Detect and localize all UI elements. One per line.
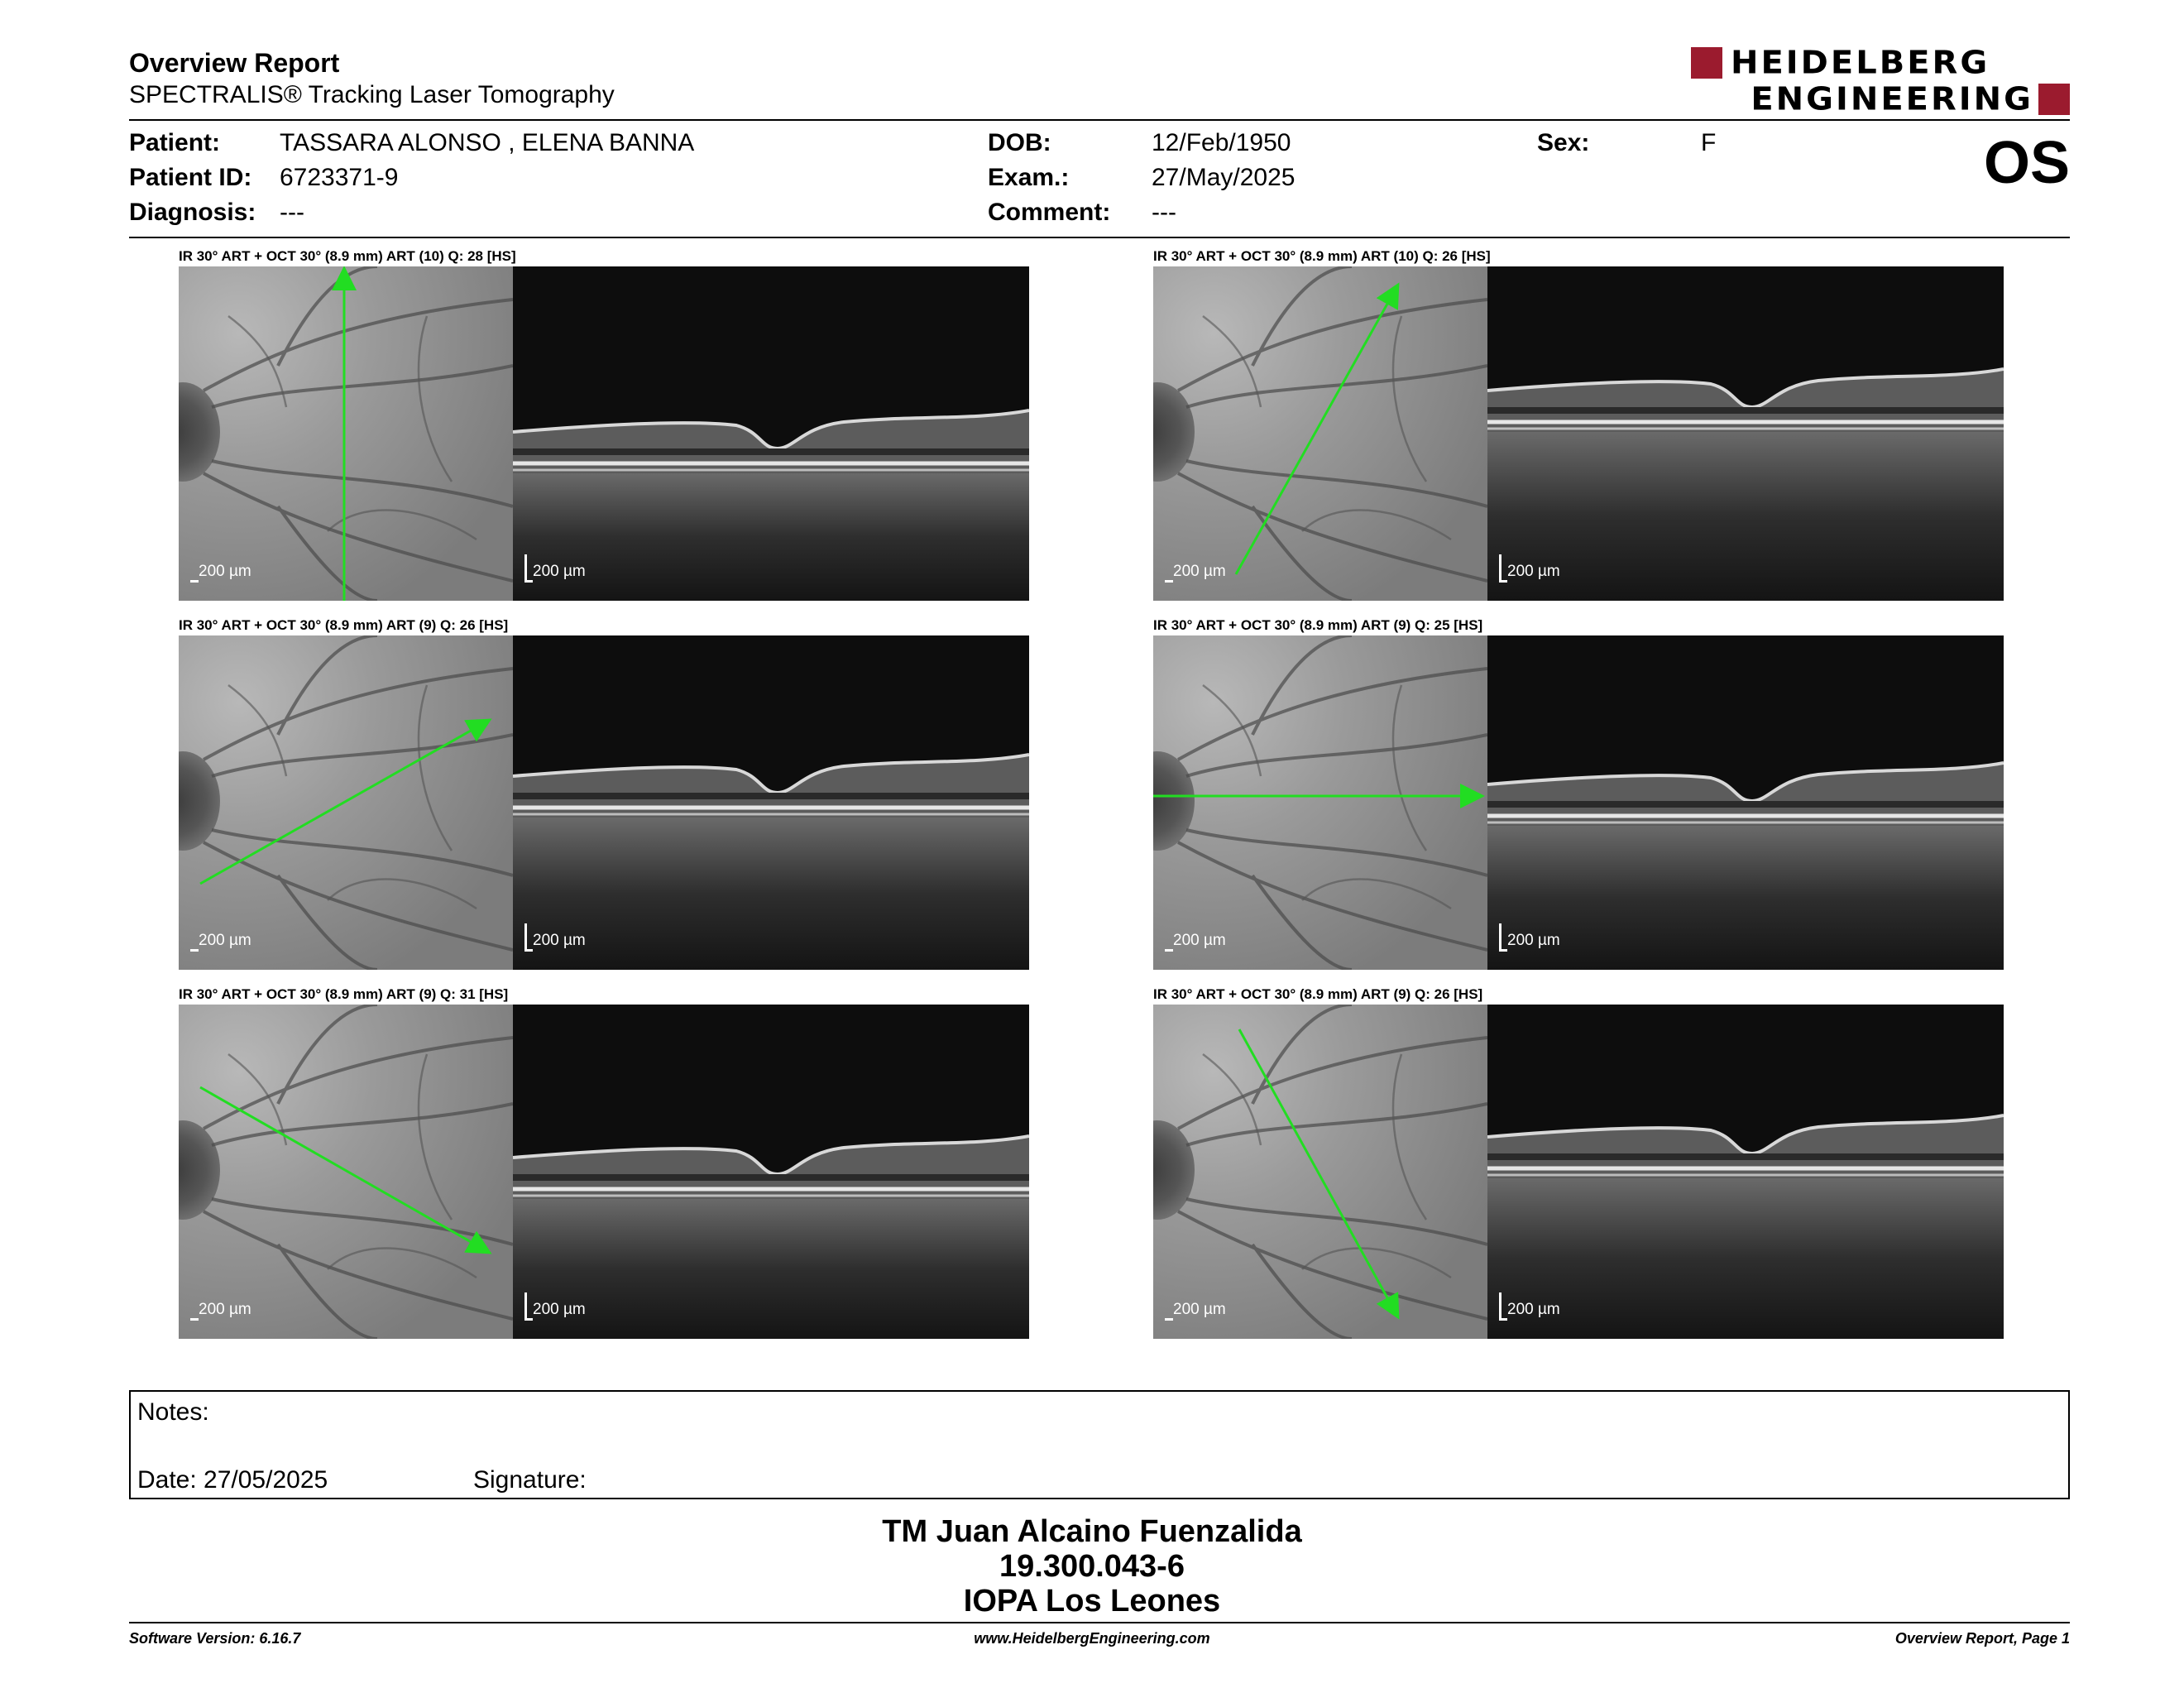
ir-scale-bar <box>1165 922 1264 955</box>
exam-label: Exam.: <box>988 164 1070 191</box>
ir-scale-bar <box>1165 553 1264 586</box>
patient-id-label: Patient ID: <box>129 164 252 191</box>
scan-line-arrow <box>1153 266 1487 601</box>
scale-bar-mark <box>190 580 199 583</box>
scan-title: IR 30° ART + OCT 30° (8.9 mm) ART (9) Q: 26 [HS] <box>179 617 509 633</box>
oct-scale-bar <box>524 553 624 586</box>
retina-layers <box>1487 1005 2004 1339</box>
oct-bscan-image <box>513 635 1029 970</box>
retina-layers <box>513 635 1029 970</box>
ir-scale-label: 200 µm <box>1173 932 1226 949</box>
sex-label: Sex: <box>1537 129 1590 156</box>
ir-scale-label: 200 µm <box>199 563 251 580</box>
report-subtitle: SPECTRALIS® Tracking Laser Tomography <box>129 81 615 108</box>
oct-scale-bar <box>1499 922 1598 955</box>
scale-bar-foot <box>524 949 533 952</box>
dob-label: DOB: <box>988 129 1051 156</box>
oct-scale-label: 200 µm <box>533 563 586 580</box>
ir-fundus-image <box>179 266 513 601</box>
ir-scale-bar <box>190 553 290 586</box>
oct-scale-label: 200 µm <box>1507 563 1560 580</box>
scan-line-arrow <box>179 1005 513 1339</box>
retina-layers <box>1487 635 2004 970</box>
scan-image-frame <box>179 266 1029 601</box>
patient-name: TASSARA ALONSO , ELENA BANNA <box>280 129 695 156</box>
oct-scale-label: 200 µm <box>533 1301 586 1318</box>
sex-value: F <box>1701 129 1717 156</box>
scan-title: IR 30° ART + OCT 30° (8.9 mm) ART (10) Q: 26 [HS] <box>1153 248 1491 264</box>
logo-line2: ENGINEERING <box>1751 81 2033 117</box>
scan-title: IR 30° ART + OCT 30° (8.9 mm) ART (9) Q: 26 [HS] <box>1153 986 1483 1002</box>
comment-label: Comment: <box>988 199 1111 226</box>
notes-box <box>129 1390 2070 1499</box>
scale-bar-foot <box>1499 1318 1507 1321</box>
oct-scale-label: 200 µm <box>533 932 586 949</box>
diagnosis-label: Diagnosis: <box>129 199 256 226</box>
scan-title: IR 30° ART + OCT 30° (8.9 mm) ART (10) Q: 28 [HS] <box>179 248 516 264</box>
ir-fundus-image <box>1153 266 1487 601</box>
software-version: Software Version: 6.16.7 <box>129 1630 301 1647</box>
scale-bar-mark <box>1165 1318 1173 1321</box>
ir-fundus-image <box>179 635 513 970</box>
scale-bar-mark <box>1499 1292 1502 1321</box>
scan-line-arrow <box>1153 635 1487 970</box>
website-link[interactable]: www.HeidelbergEngineering.com <box>974 1630 1210 1647</box>
patient-id: 6723371-9 <box>280 164 399 191</box>
scan-line-arrow <box>179 266 513 601</box>
scan-image-frame <box>1153 266 2004 601</box>
footer-divider <box>129 1622 2070 1623</box>
scale-bar-mark <box>1499 554 1502 583</box>
diagnosis-value: --- <box>280 199 304 226</box>
ir-fundus-image <box>1153 1005 1487 1339</box>
scan-image-frame <box>179 1005 1029 1339</box>
scan-line-arrow <box>1153 1005 1487 1339</box>
scale-bar-foot <box>524 1318 533 1321</box>
scale-bar-mark <box>190 949 199 952</box>
signoff-name: TM Juan Alcaino Fuenzalida <box>882 1514 1302 1549</box>
notes-label: Notes: <box>137 1398 209 1426</box>
scan-title: IR 30° ART + OCT 30° (8.9 mm) ART (9) Q: 25 [HS] <box>1153 617 1483 633</box>
signoff-place: IOPA Los Leones <box>963 1584 1221 1618</box>
scale-bar-mark <box>524 923 527 952</box>
patient-divider <box>129 237 2070 238</box>
retina-layers <box>1487 266 2004 601</box>
oct-bscan-image <box>513 266 1029 601</box>
ir-scale-label: 200 µm <box>1173 1301 1226 1318</box>
ir-scale-label: 200 µm <box>199 1301 251 1318</box>
eye-laterality: OS <box>1983 130 2070 196</box>
logo-line1: HEIDELBERG <box>1731 45 1990 81</box>
oct-bscan-image <box>513 1005 1029 1339</box>
scale-bar-mark <box>1165 580 1173 583</box>
logo-square-icon <box>1691 47 1722 79</box>
scan-image-frame <box>1153 635 2004 970</box>
heidelberg-logo <box>1691 46 2070 116</box>
scale-bar-mark <box>1165 949 1173 952</box>
oct-scale-bar <box>1499 553 1598 586</box>
scale-bar-foot <box>1499 949 1507 952</box>
scan-line-arrow <box>179 635 513 970</box>
exam-value: 27/May/2025 <box>1152 164 1296 191</box>
oct-scale-bar <box>1499 1291 1598 1324</box>
oct-scale-label: 200 µm <box>1507 1301 1560 1318</box>
oct-bscan-image <box>1487 635 2004 970</box>
signoff-id: 19.300.043-6 <box>999 1549 1185 1584</box>
scan-image-frame <box>179 635 1029 970</box>
dob-value: 12/Feb/1950 <box>1152 129 1291 156</box>
notes-signature: Signature: <box>473 1466 587 1494</box>
scale-bar-foot <box>1499 580 1507 583</box>
scan-image-frame <box>1153 1005 2004 1339</box>
oct-bscan-image <box>1487 266 2004 601</box>
page-number: Overview Report, Page 1 <box>1894 1630 2070 1647</box>
ir-scale-bar <box>1165 1291 1264 1324</box>
logo-square-icon <box>2038 84 2070 115</box>
oct-scale-bar <box>524 1291 624 1324</box>
ir-scale-bar <box>190 1291 290 1324</box>
ir-scale-label: 200 µm <box>199 932 251 949</box>
header-divider <box>129 119 2070 121</box>
oct-scale-bar <box>524 922 624 955</box>
oct-bscan-image <box>1487 1005 2004 1339</box>
ir-fundus-image <box>1153 635 1487 970</box>
scale-bar-mark <box>190 1318 199 1321</box>
ir-fundus-image <box>179 1005 513 1339</box>
comment-value: --- <box>1152 199 1176 226</box>
scale-bar-mark <box>524 554 527 583</box>
scan-title: IR 30° ART + OCT 30° (8.9 mm) ART (9) Q: 31 [HS] <box>179 986 509 1002</box>
scale-bar-mark <box>524 1292 527 1321</box>
scale-bar-mark <box>1499 923 1502 952</box>
scale-bar-foot <box>524 580 533 583</box>
ir-scale-bar <box>190 922 290 955</box>
ir-scale-label: 200 µm <box>1173 563 1226 580</box>
notes-date: Date: 27/05/2025 <box>137 1466 328 1494</box>
oct-scale-label: 200 µm <box>1507 932 1560 949</box>
report-title: Overview Report <box>129 48 340 78</box>
patient-label: Patient: <box>129 129 221 156</box>
retina-layers <box>513 266 1029 601</box>
retina-layers <box>513 1005 1029 1339</box>
